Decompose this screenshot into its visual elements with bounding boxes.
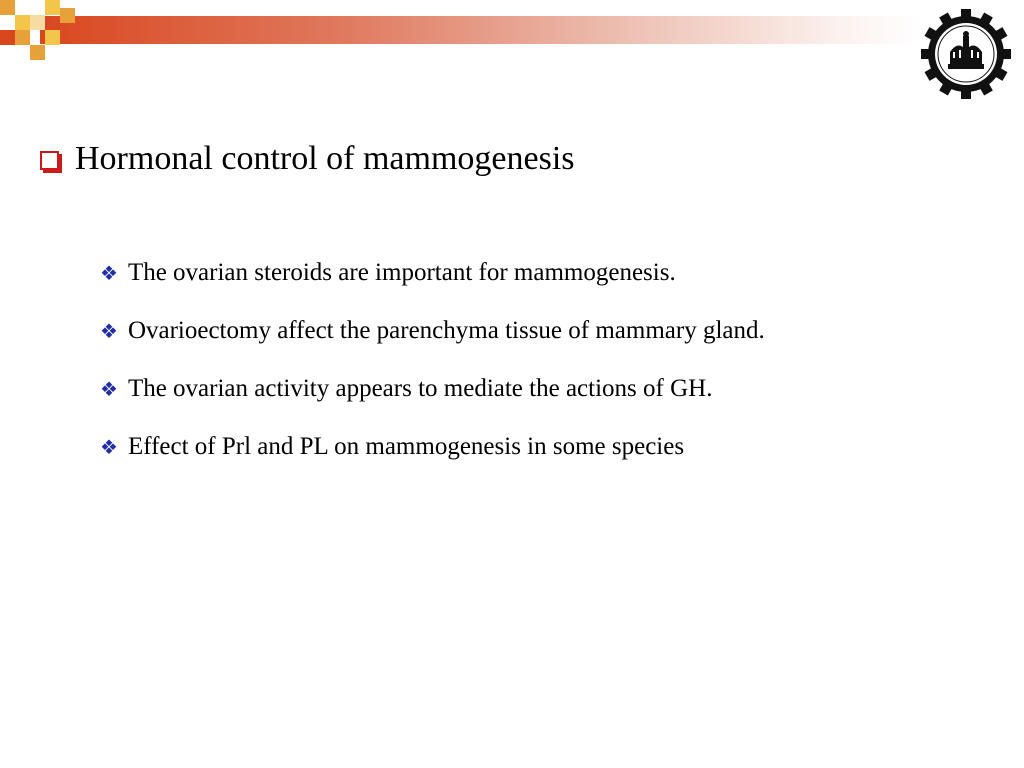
decor-square <box>0 0 15 15</box>
bullet-text: Effect of Prl and PL on mammogenesis in some species <box>127 433 685 460</box>
list-item <box>100 302 765 360</box>
decor-square <box>15 30 30 45</box>
university-logo <box>920 8 1012 100</box>
university-gear-seal-icon <box>920 8 1012 100</box>
list-item <box>100 418 765 476</box>
diamond-bullet-icon: ❖ <box>100 435 118 459</box>
decor-square <box>45 30 60 45</box>
decor-square <box>0 30 15 45</box>
diamond-bullet-icon: ❖ <box>100 261 118 285</box>
gradient-bar <box>40 16 920 44</box>
checkbox-square-icon <box>40 151 59 170</box>
bullet-list <box>100 244 765 476</box>
diamond-bullet-icon: ❖ <box>100 377 118 401</box>
top-decorative-band <box>0 0 1024 60</box>
decor-square <box>15 15 30 30</box>
bullet-text: Ovarioectomy affect the parenchyma tissue of mammary gland. <box>127 317 765 344</box>
bullet-text: The ovarian steroids are important for mammogenesis. <box>127 259 676 286</box>
diamond-bullet-icon: ❖ <box>100 319 118 343</box>
decor-square <box>45 0 60 15</box>
slide-heading <box>40 140 575 178</box>
decor-square <box>30 45 45 60</box>
decor-square <box>60 8 75 23</box>
heading-text: Hormonal control of mammogenesis <box>75 140 575 177</box>
list-item <box>100 244 765 302</box>
decor-square <box>30 15 45 30</box>
bullet-text: The ovarian activity appears to mediate the actions of GH. <box>127 375 713 402</box>
list-item <box>100 360 765 418</box>
